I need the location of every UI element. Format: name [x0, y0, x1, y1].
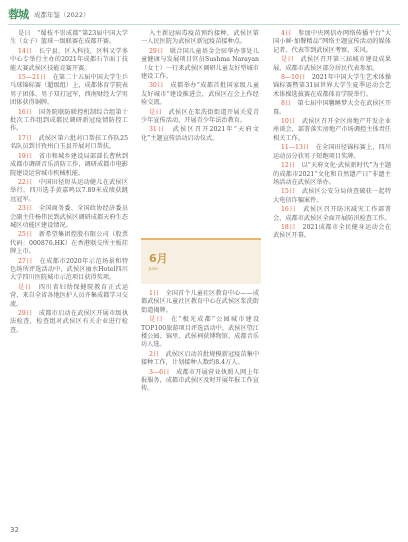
entry-date: 25日 [18, 231, 33, 239]
chronicle-entry [10, 48, 128, 73]
entry-date: 15日 [281, 188, 296, 196]
chronicle-entry [141, 48, 259, 82]
chronicle-entry [10, 205, 128, 230]
chronicle-entry [141, 109, 259, 126]
entry-date: 2日 [149, 350, 160, 358]
entry-text: 在第二十五届中国大学生乒乓球锦标赛（超级组）上，成都体育学院表男子团体、男子双打冠军，西南财经大学男团体获得铜牌。 [10, 74, 129, 107]
chronicle-entry [10, 284, 128, 309]
entry-text: 国务院联防联控机制综合组第十批次工作组到成都民调研新冠疫情防控工作。 [10, 108, 129, 133]
entry-date: 4日 [281, 30, 292, 37]
entry-text: 是日 “蜀枝不崇成都”第23届中国大学生（女子）篮球一级联赛在成都开赛。 [10, 30, 128, 46]
entry-date: 11—13日 [281, 144, 310, 152]
chronicle-entry [141, 126, 259, 143]
entry-text: 在全国田径锦标赛上，四川运动员分获男子短跑项目奖牌。 [273, 144, 392, 160]
entry-date: 10日 [281, 118, 296, 126]
entry-date: 22日 [18, 178, 33, 186]
entry-date: 是日 [18, 283, 32, 291]
chronicle-entry [10, 258, 128, 283]
chronicle-entry [141, 30, 259, 47]
text-column-2 [141, 30, 259, 144]
entry-date: 27日 [18, 257, 33, 265]
chronicle-entry [10, 74, 128, 108]
entry-text: 省市和城乡建设局部部长曹秋到成都市调研音乐消防工作，调研成都市电影院建设运营城市机械机能。 [10, 152, 129, 177]
entry-date: 是日 [149, 316, 164, 324]
entry-text: 武侯区第六批对口帮扶工作队25名队员到甘孜州白玉县开展对口帮扶。 [10, 134, 129, 151]
entry-date: 是日 [281, 56, 294, 64]
entry-text: 在成都市2020年示范场景和特色场所评选活动中，武侯区丽水Hotel四川大学四川医院城市示范项目获得奖项。 [10, 257, 129, 282]
entry-text: 成都举办“成都首批国家级儿童友好城市”建设推进会，武侯区在会上作经验交流。 [141, 82, 260, 107]
entry-text: 全国首个儿童社区教育中心——成都武侯区儿童社区教育中心在武侯区浆洗街街道揭牌。 [141, 290, 260, 314]
page-number: 32 [10, 526, 19, 534]
entry-text: 四川省妇幼保健院教育正式运营，来自全省各地医护人员齐集成都学习交流。 [10, 283, 129, 308]
chronicle-entry [10, 231, 128, 256]
entry-date: 12日 [281, 162, 296, 170]
entry-date: 29日 [149, 47, 164, 55]
entry-text: 武侯区召开2021年“天府文化”主题宣传活动启动仪式。 [141, 126, 259, 142]
entry-text: 武侯区召开防汛减灾工作部署会，成都市武侯区全面开展防汛检查工作。 [273, 206, 392, 222]
entry-date: 29日 [18, 310, 33, 317]
entry-text: 以“天府文化·武侯新时代”为主题的成都市2021“文化和自然遗产日”非遗主场活动在武侯区举办。 [273, 162, 392, 186]
entry-date: 15—21日 [18, 74, 47, 82]
entry-text: 全国商务委、全国政协经济委员会副主任杨伟民到武侯区调研成都天府生态城区功能区建设情况。 [10, 205, 129, 229]
chronicle-entry [273, 188, 391, 205]
chronicle-entry [273, 100, 391, 117]
text-column-2-lower [141, 290, 259, 395]
entry-text: 武侯区公安分局侦查破获一起特大电信诈骗案件。 [273, 188, 392, 204]
entry-date: 23日 [18, 205, 33, 213]
entry-date: 8日 [281, 100, 292, 108]
yearbook-title: 成都年鉴（2022） [34, 10, 90, 19]
chronicle-entry [10, 179, 128, 204]
yearbook-logo: 蓉城 [8, 8, 28, 21]
month-sublabel: June [149, 266, 158, 271]
chronicle-entry [10, 109, 128, 134]
entry-text: 入主新冠病毒疫苗预约接种，武侯区第一人民医院为武侯区新冠疫苗接种点。 [141, 30, 259, 46]
chronicle-entry [141, 351, 259, 368]
chronicle-entry [10, 30, 128, 47]
entry-date: 1日 [149, 290, 160, 297]
entry-date: 14日 [18, 47, 33, 55]
entry-text: 武侯区召开全区房地产开发企业座谈会，部署落实房地产市场调控主体责任相关工作。 [273, 118, 392, 142]
header-divider [8, 24, 400, 25]
entry-date: 19日 [18, 152, 33, 160]
entry-text: 2021成都市全民健身运动会在武侯区开幕。 [273, 223, 392, 240]
entry-text: 成都市开展营业执照人网上年报服务，成都市武侯区及时开展年报工作宣传。 [141, 368, 260, 393]
chronicle-entry [273, 224, 391, 241]
entry-text: 新希望集团控股有限公司（股票代码：000876.HK）在香港联交所主板挂牌上市。 [10, 231, 129, 256]
entry-date: 18日 [281, 223, 296, 231]
entry-text: 2021年中国大学生艺术体操锦标赛暨第31届世界大学生夏季运动会艺术体操选拔赛在成都体育学院举行。 [273, 74, 392, 98]
entry-text: 联合国儿童基金会驻华办事处儿童健康与发展项目官员Sushma Narayan（女士）一行来武侯区调研儿童友好型城市建设工作。 [141, 47, 260, 81]
chronicle-entry [273, 162, 391, 187]
chronicle-entry [141, 82, 259, 107]
entry-text: 成都市启动在武侯区开展市级执法检查，检查组对武侯区有关企业进行检查。 [10, 310, 129, 334]
month-banner [141, 238, 261, 284]
chronicle-entry [10, 153, 128, 178]
entry-text: 中国田径短头运动健儿在武侯区举行，四川选手黄嘉鸣以7.89米成绩获跳远冠军。 [10, 178, 129, 203]
entry-date: 3—6日 [149, 368, 170, 376]
month-label: 6月 [149, 252, 168, 265]
text-column-3 [273, 30, 391, 242]
entry-text: 在“极光成都”公园城市建设TOP100旅游项目评选活动中，武侯区望江楼公园、锦里、武侯祠获博物馆、成都音乐坊人选。 [141, 316, 260, 349]
entry-date: 16日 [281, 206, 297, 214]
page-header [8, 6, 90, 22]
chronicle-entry [141, 369, 259, 394]
chronicle-entry [10, 310, 128, 335]
chronicle-entry [273, 30, 391, 55]
chronicle-entry [141, 290, 259, 315]
chronicle-entry [10, 135, 128, 152]
entry-date: 8—10日 [281, 74, 306, 82]
entry-text: 武侯区在浆洗街街道开展关爱青少年宣传活动，开展青少年法治教育。 [141, 108, 260, 125]
entry-text: 第七届中国馨睡梦大会在武侯区开幕。 [273, 100, 392, 116]
entry-date: 17日 [18, 134, 33, 142]
entry-text: 武侯区召开第三届城市建设成果展，成都市武侯区部分居民代表参加。 [273, 56, 392, 72]
chronicle-entry [141, 316, 259, 350]
chronicle-entry [273, 74, 391, 99]
chronicle-entry [273, 56, 391, 73]
entry-text: 武侯区启动首批规模新冠疫苗集中接种工作，计划接种人数约8.4万人。 [141, 350, 260, 367]
entry-text: 长宁县、区入科技，区科又学多中心专举行主办的2021年成都石节面丁技能大赛武侯区技能竞赛开赛。 [10, 47, 129, 72]
chronicle-entry [273, 206, 391, 223]
entry-date: 16日 [18, 108, 33, 116]
entry-date: 30日 [149, 82, 164, 90]
entry-date: 是日 [149, 108, 162, 116]
entry-date: 31日 [149, 126, 166, 134]
entry-text: 参加中央网信办网络传播平台“大国小鲜·加餐精品”网络主题宣传活动的媒体记者、代表等到武侯区考察、采风。 [273, 30, 392, 54]
chronicle-entry [273, 118, 391, 143]
text-column-1 [10, 30, 128, 336]
chronicle-entry [273, 144, 391, 161]
